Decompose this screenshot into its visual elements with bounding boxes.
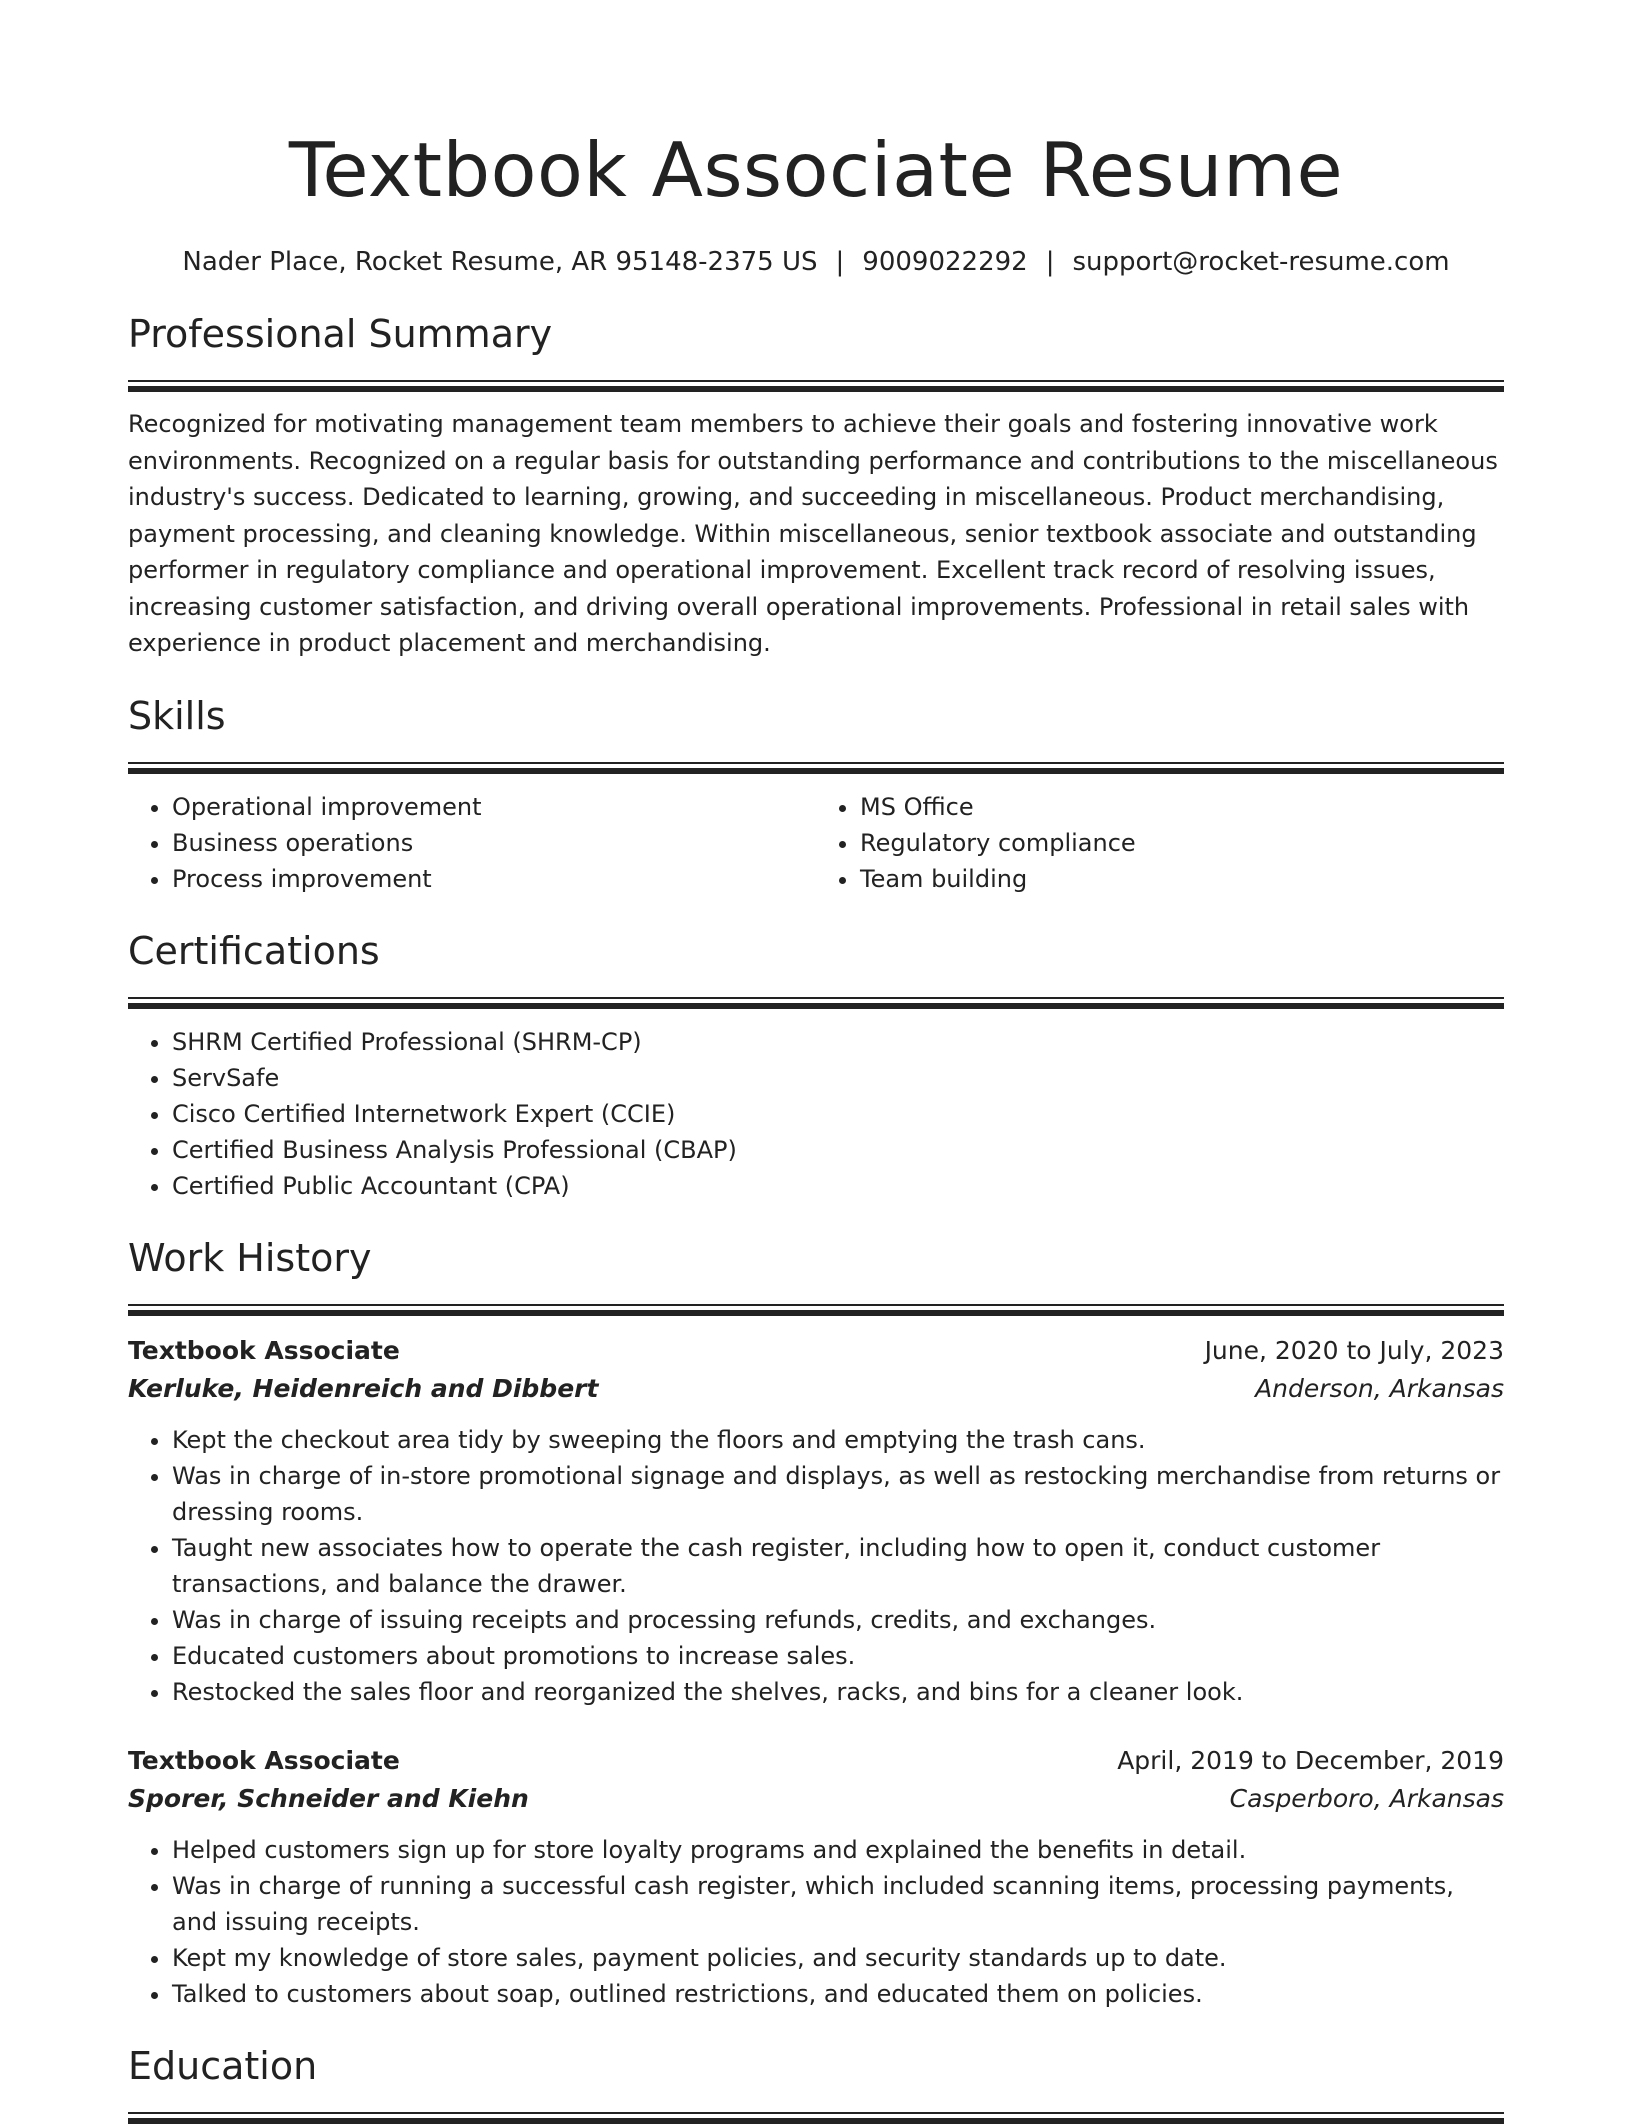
job-bullet: • Was in charge of issuing receipts and processing refunds, credits, and exchanges. <box>172 1602 1504 1638</box>
job-bullet: • Was in charge of running a successful cash register, which included scanning items, processing payments, and issuing receipts. <box>172 1868 1504 1940</box>
work-history-section <box>128 1232 1504 2012</box>
certification-item: • Certified Public Accountant (CPA) <box>172 1168 1504 1204</box>
skills-column-left <box>128 789 816 897</box>
summary-section <box>128 308 1504 662</box>
skill-item: • Regulatory compliance <box>860 825 1504 861</box>
summary-text: Recognized for motivating management team members to achieve their goals and fostering innovative work environments. Recognized on a regular basis for outstanding performance and contributions to the miscellaneous industry's success. Dedicated to learning, growing, and succeeding in miscellaneous. Product merchandising, payment processing, and cleaning knowledge. Within miscellaneous, senior textbook associate and outstanding performer in regulatory compliance and operational improvement. Excellent track record of resolving issues, increasing customer satisfaction, and driving overall operational improvements. Professional in retail sales with experience in product placement and merchandising. <box>128 410 1498 657</box>
job-bullets <box>128 1422 1504 1710</box>
certification-item: • ServSafe <box>172 1060 1504 1096</box>
contact-separator: | <box>835 247 845 277</box>
skills-section <box>128 690 1504 897</box>
contact-line <box>128 244 1504 280</box>
job-subheader <box>128 1780 1504 1818</box>
job-bullet: • Taught new associates how to operate the cash register, including how to open it, conduct customer transactions, and balance the drawer. <box>172 1530 1504 1602</box>
contact-phone: 9009022292 <box>862 247 1028 277</box>
education-section <box>128 2040 1504 2124</box>
contact-address: Nader Place, Rocket Resume, AR 95148-2375 US <box>182 247 818 277</box>
certification-item: • SHRM Certified Professional (SHRM-CP) <box>172 1024 1504 1060</box>
job-bullet: • Kept the checkout area tidy by sweeping the floors and emptying the trash cans. <box>172 1422 1504 1458</box>
certification-item: • Certified Business Analysis Professional (CBAP) <box>172 1132 1504 1168</box>
job-entry <box>128 1332 1504 1710</box>
job-bullets <box>128 1832 1504 2012</box>
work-history-heading: Work History <box>128 1235 372 1280</box>
skill-item: • Operational improvement <box>172 789 816 825</box>
job-subheader <box>128 1370 1504 1408</box>
resume-title: Textbook Associate Resume <box>288 126 1344 214</box>
job-bullet: • Restocked the sales floor and reorganized the shelves, racks, and bins for a cleaner look. <box>172 1674 1504 1710</box>
skills-heading: Skills <box>128 693 226 738</box>
job-dates: June, 2020 to July, 2023 <box>1204 1335 1504 1365</box>
job-title: Textbook Associate <box>128 1745 400 1775</box>
education-heading: Education <box>128 2043 318 2088</box>
job-bullet: • Was in charge of in-store promotional signage and displays, as well as restocking merchandise from returns or dressing rooms. <box>172 1458 1504 1530</box>
skill-item: • MS Office <box>860 789 1504 825</box>
skill-item: • Team building <box>860 861 1504 897</box>
job-bullet: • Helped customers sign up for store loyalty programs and explained the benefits in detail. <box>172 1832 1504 1868</box>
certifications-heading: Certifications <box>128 928 380 973</box>
job-location: Casperboro, Arkansas <box>1229 1783 1504 1813</box>
certifications-list <box>128 1024 1504 1204</box>
contact-email: support@rocket-resume.com <box>1072 247 1450 277</box>
section-divider <box>128 762 1504 774</box>
job-bullet: • Educated customers about promotions to increase sales. <box>172 1638 1504 1674</box>
certification-item: • Cisco Certified Internetwork Expert (CCIE) <box>172 1096 1504 1132</box>
job-company: Sporer, Schneider and Kiehn <box>128 1783 529 1813</box>
skill-item: • Business operations <box>172 825 816 861</box>
job-title: Textbook Associate <box>128 1335 400 1365</box>
job-bullet: • Talked to customers about soap, outlined restrictions, and educated them on policies. <box>172 1976 1504 2012</box>
job-location: Anderson, Arkansas <box>1255 1373 1504 1403</box>
skills-column-right <box>816 789 1504 897</box>
summary-heading: Professional Summary <box>128 312 553 356</box>
section-divider <box>128 380 1504 392</box>
job-dates: April, 2019 to December, 2019 <box>1117 1745 1504 1775</box>
job-header <box>128 1332 1504 1370</box>
job-bullet: • Kept my knowledge of store sales, payment policies, and security standards up to date. <box>172 1940 1504 1976</box>
section-divider <box>128 2112 1504 2124</box>
job-header <box>128 1742 1504 1780</box>
section-divider <box>128 997 1504 1009</box>
job-entry <box>128 1742 1504 2012</box>
contact-separator: | <box>1045 247 1055 277</box>
section-divider <box>128 1304 1504 1316</box>
skills-list <box>128 789 1504 897</box>
certifications-section <box>128 925 1504 1204</box>
skill-item: • Process improvement <box>172 861 816 897</box>
job-company: Kerluke, Heidenreich and Dibbert <box>128 1373 599 1403</box>
